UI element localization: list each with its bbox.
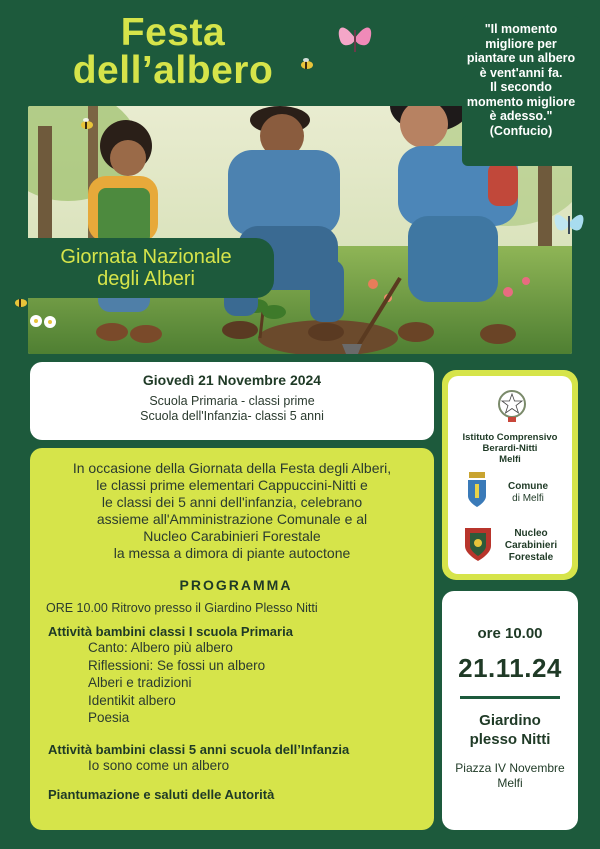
quote-line: momento migliore: [466, 94, 576, 109]
title-line-2: dell’albero: [72, 49, 274, 92]
place-line-1: Giardino: [479, 712, 541, 729]
carabinieri-line: Forestale: [508, 552, 554, 563]
butterfly-icon: [336, 18, 374, 58]
activity-item: Io sono come un albero: [88, 757, 230, 773]
activity-item: Riflessioni: Se fossi un albero: [88, 657, 266, 673]
carabinieri-name: [496, 528, 566, 564]
event-date: Giovedì 21 Novembre 2024: [142, 372, 322, 388]
logos-inner: [448, 376, 572, 574]
butterfly-icon: [552, 206, 586, 240]
event-date-short: 21.11.24: [458, 653, 562, 683]
program-box: [30, 448, 434, 830]
logos-box: [442, 370, 578, 580]
italian-emblem-icon: [496, 388, 528, 424]
carabinieri-line: Carabinieri: [504, 540, 558, 551]
date-box: [30, 362, 434, 440]
intro-line: Nucleo Carabinieri Forestale: [143, 528, 321, 544]
programma-heading: PROGRAMMA: [179, 577, 293, 593]
address-line-1: Piazza IV Novembre: [455, 761, 565, 775]
poster-title: [28, 11, 318, 92]
bee-icon: [80, 118, 94, 130]
intro-line: le classi prime elementari Cappuccini-Nitti e: [96, 477, 368, 493]
intro-line: In occasione della Giornata della Festa degli Alberi,: [72, 460, 392, 476]
event-info-box: [442, 591, 578, 830]
subtitle-line-1: Giornata Nazionale: [60, 246, 232, 268]
istituto-name: [448, 432, 572, 465]
activity-item: Alberi e tradizioni: [88, 675, 192, 690]
quote-line: è adesso.": [489, 109, 553, 123]
ritrovo-text: ORE 10.00 Ritrovo presso il Giardino Plesso Nitti: [46, 601, 318, 615]
istituto-line: Berardi-Nitti: [482, 443, 538, 454]
class-primaria: Scuola Primaria - classi prime: [149, 394, 315, 408]
quote-box: [462, 16, 580, 166]
intro-line: le classi dei 5 anni dell'infanzia, celebrano: [101, 494, 363, 510]
activity-item: Poesia: [88, 710, 130, 725]
activity-item: Identikit albero: [88, 692, 176, 708]
intro-line: assieme all'Amministrazione Comunale e al: [96, 511, 368, 527]
subtitle-line-2: degli Alberi: [97, 268, 195, 290]
divider: [460, 696, 560, 699]
quote-author: (Confucio): [489, 123, 553, 138]
title-line-1: Festa: [120, 11, 226, 54]
istituto-line: Istituto Comprensivo: [462, 432, 558, 443]
comune-line: di Melfi: [512, 493, 544, 504]
intro-line: la messa a dimora di piante autoctone: [113, 545, 351, 561]
place-line-2: plesso Nitti: [469, 731, 551, 748]
carabinieri-line: Nucleo: [514, 528, 548, 539]
address-line-2: Melfi: [497, 776, 523, 790]
comune-name: [498, 481, 558, 505]
event-time: ore 10.00: [477, 625, 543, 642]
class-infanzia: Scuola dell'Infanzia- classi 5 anni: [140, 409, 324, 423]
quote-line: migliore per: [485, 36, 557, 51]
comune-line: Comune: [508, 481, 548, 492]
subtitle-banner: [18, 238, 274, 298]
intro-text: [40, 460, 424, 562]
istituto-line: Melfi: [499, 454, 521, 465]
quote-line: è vent'anni fa.: [479, 65, 563, 80]
infanzia-heading: Attività bambini classi 5 anni scuola dell’Infanzia: [48, 741, 350, 757]
quote-line: piantare un albero: [466, 51, 576, 65]
quote-line: "Il momento: [484, 22, 558, 36]
activity-item: Canto: Albero più albero: [88, 640, 233, 655]
quote-line: Il secondo: [490, 80, 552, 94]
primaria-heading: Attività bambini classi I scuola Primaria: [48, 624, 293, 639]
final-activity: Piantumazione e saluti delle Autorità: [48, 787, 275, 802]
comune-crest-icon: [466, 472, 488, 508]
carabinieri-shield-icon: [463, 526, 493, 562]
